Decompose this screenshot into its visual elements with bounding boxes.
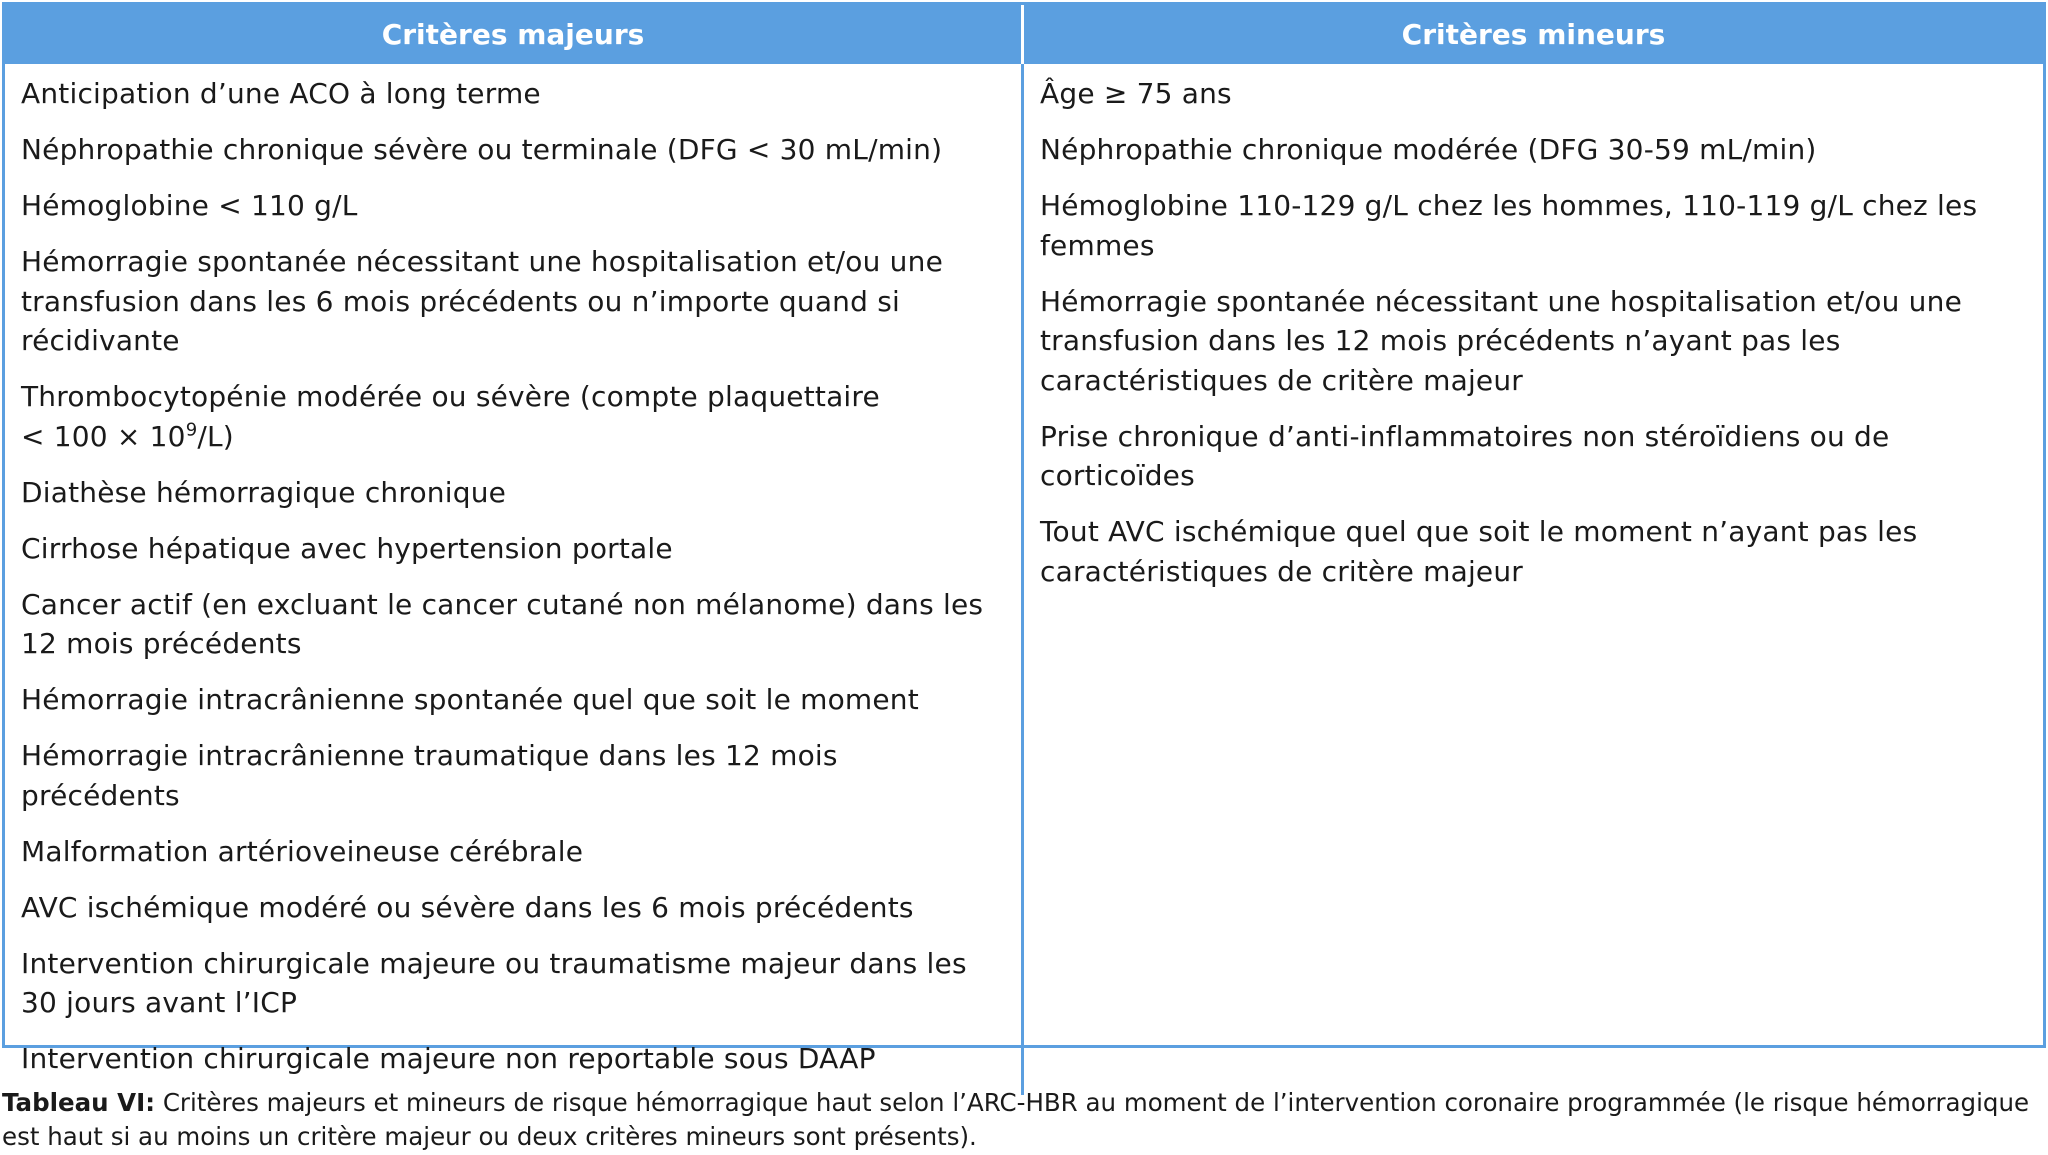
minor-criteria-column (1024, 64, 2043, 1095)
platelet-line1: Thrombocytopénie modérée ou sévère (compte plaquettaire (21, 380, 880, 413)
major-criteria-column (5, 64, 1024, 1095)
platelet-line2-prefix: < 100 × 10 (21, 419, 186, 453)
minor-item: Néphropathie chronique modérée (DFG 30-59 mL/min) (1040, 133, 1817, 166)
minor-item: Prise chronique d’anti-inflammatoires non stéroïdiens ou de corticoïdes (1040, 419, 1890, 492)
criteria-table (2, 2, 2046, 1075)
minor-item: Âge ≥ 75 ans (1040, 77, 1232, 110)
minor-item: Hémorragie spontanée nécessitant une hospitalisation et/ou une transfusion dans les 12 mois précédents n’ayant pas les caractéristiques de critère majeur (1040, 284, 1962, 397)
caption-label: Tableau VI: (2, 1088, 156, 1117)
major-item: Néphropathie chronique sévère ou terminale (DFG < 30 mL/min) (21, 133, 943, 166)
platelet-exponent: 9 (185, 419, 198, 441)
major-item: Intervention chirurgicale majeure non reportable sous DAAP (21, 1042, 876, 1075)
major-item-platelets (21, 377, 1005, 456)
table-header (5, 5, 2043, 64)
major-item: Hémorragie spontanée nécessitant une hospitalisation et/ou une transfusion dans les 6 mois précédents ou n’importe quand si récidivante (21, 245, 943, 357)
major-item: Cancer actif (en excluant le cancer cutané non mélanome) dans les 12 mois précédents (21, 587, 984, 660)
table-body (5, 64, 2043, 1095)
header-minor-criteria: Critères mineurs (1401, 18, 1666, 51)
major-item: Hémorragie intracrânienne spontanée quel que soit le moment (21, 683, 919, 716)
major-item: Hémoglobine < 110 g/L (21, 189, 358, 222)
major-item: Malformation artérioveineuse cérébrale (21, 834, 584, 868)
table-caption (2, 1086, 2042, 1154)
major-item: Anticipation d’une ACO à long terme (21, 77, 541, 110)
minor-item: Hémoglobine 110-129 g/L chez les hommes, 110-119 g/L chez les femmes (1040, 189, 1978, 262)
major-item: Diathèse hémorragique chronique (21, 475, 507, 509)
major-item: Hémorragie intracrânienne traumatique dans les 12 mois précédents (21, 739, 838, 812)
caption-text: Critères majeurs et mineurs de risque hémorragique haut selon l’ARC-HBR au moment de l’intervention coronaire programmée (le risque hémorragique est haut si au moins un critère majeur ou deux critères mineurs sont présents). (2, 1088, 2030, 1151)
major-item: Cirrhose hépatique avec hypertension portale (21, 531, 673, 565)
header-major-criteria: Critères majeurs (5, 5, 1024, 64)
minor-item: Tout AVC ischémique quel que soit le moment n’ayant pas les caractéristiques de critère majeur (1040, 515, 1918, 588)
platelet-line2-suffix: /L) (197, 419, 234, 453)
major-item: AVC ischémique modéré ou sévère dans les 6 mois précédents (21, 890, 914, 924)
major-item: Intervention chirurgicale majeure ou traumatisme majeur dans les 30 jours avant l’ICP (21, 946, 967, 1019)
